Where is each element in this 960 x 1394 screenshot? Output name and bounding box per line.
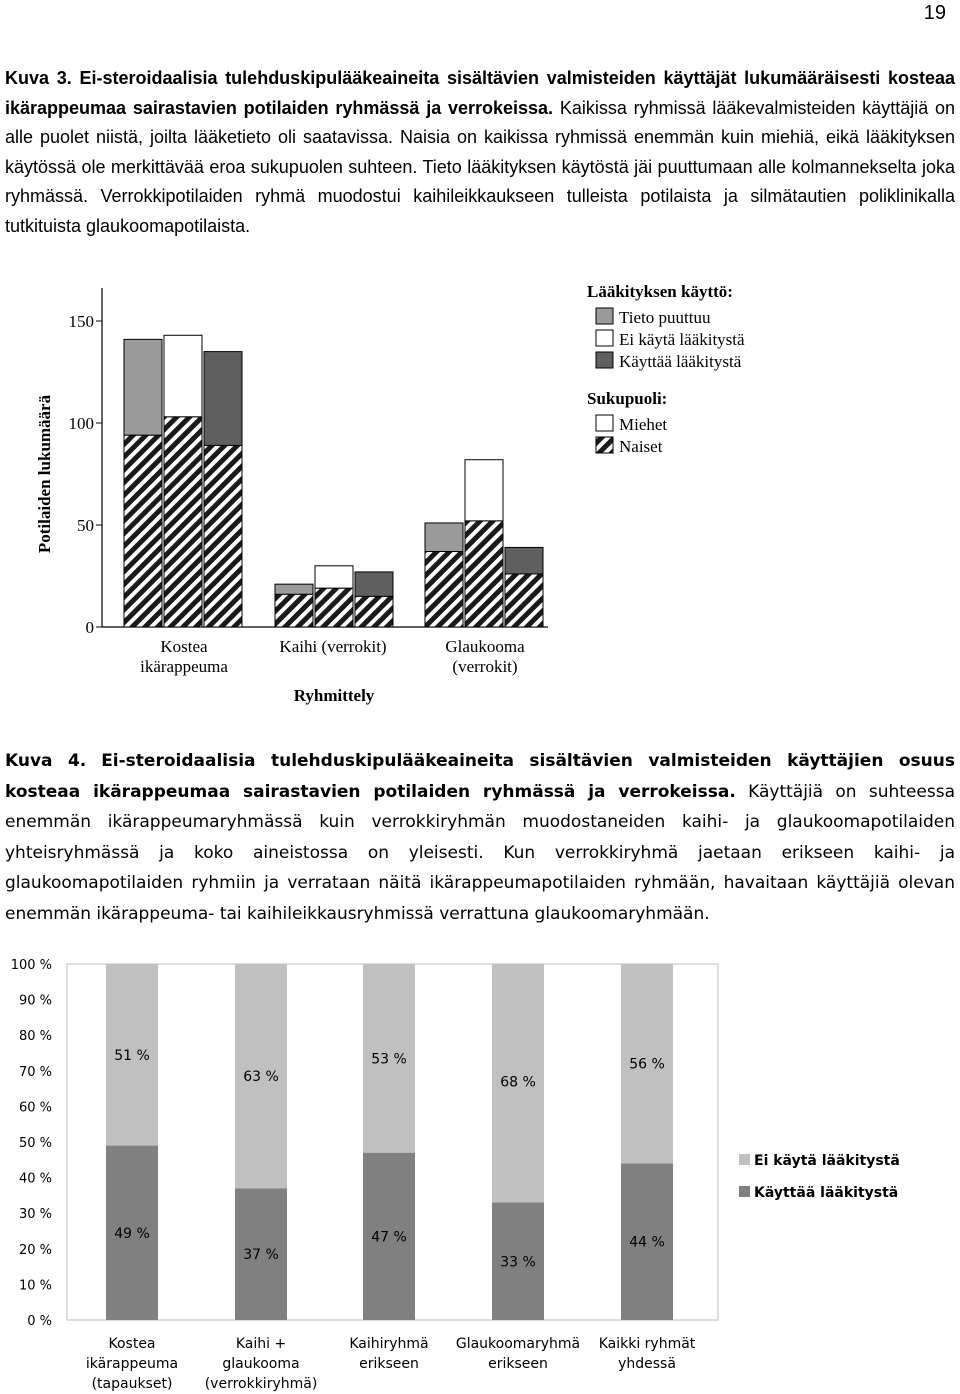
y-tick-label: 20 % [18,1242,52,1258]
bar-naiset-kaihi-verrokit-tieto-puuttuu [275,594,313,627]
figure-4-label: Kuva 4. [5,751,87,771]
bar-naiset-kostea-ikarappeuma-tieto-puuttuu [124,435,162,627]
legend-swatch-kayttaa-laakitysta [596,352,613,368]
y-tick-label: 50 % [18,1136,52,1151]
bar-miehet-kaihi-verrokit-kayttaa-laakitysta [355,572,393,596]
legend-swatch-naiset [596,437,613,453]
figure-4-title: Ei-steroidaalisia tulehduskipulääkeaineita sisältävien valmisteiden käyttäjien osuus kosteaa ikärappeumaa sairastavien potilaiden ryhmässä ja verrokeissa. [5,751,955,802]
legend-label-kayttaa-laakitysta: Käyttää lääkitystä [619,352,742,371]
x-category-label: glaukooma [222,1356,300,1372]
legend-swatch-ei-kayta-laakitysta [596,330,613,346]
legend-title-medication: Lääkityksen käyttö: [587,282,733,301]
data-label-kayttaa: 33 % [500,1254,536,1271]
legend-swatch-tieto-puuttuu [596,308,613,324]
legend-swatch-miehet [596,415,613,431]
x-category-label: Kaikki ryhmät [598,1336,696,1352]
figure-3-title: Ei-steroidaalisia tulehduskipulääkeaineita sisältävien valmisteiden käyttäjät lukumääräisesti kosteaa ikärappeumaa sairastavien potilaiden ryhmässä ja verrokeissa. [5,68,955,118]
legend-swatch-ei-kayta-laakitysta [739,1154,750,1165]
bar-miehet-kostea-ikarappeuma-tieto-puuttuu [124,339,162,435]
figure-3-caption [5,64,955,241]
y-tick-label: 30 % [18,1207,52,1223]
data-label-ei-kayta: 56 % [629,1056,665,1073]
data-label-ei-kayta: 63 % [243,1069,279,1086]
figure-4-caption [5,746,955,929]
legend-label-naiset: Naiset [619,437,663,456]
figure-4-chart [0,944,960,1394]
bar-miehet-kostea-ikarappeuma-ei-kayta-laakitysta [164,335,202,417]
x-category-label: Glaukooma [445,637,525,656]
bar-naiset-glaukooma-verrokit-ei-kayta-laakitysta [465,521,503,627]
bar-miehet-glaukooma-verrokit-kayttaa-laakitysta [505,547,543,574]
x-category-label: Kostea [108,1336,156,1352]
legend-label-ei-kayta-laakitysta: Ei käytä lääkitystä [619,330,745,349]
x-category-label: yhdessä [618,1356,676,1372]
bar-naiset-kostea-ikarappeuma-kayttaa-laakitysta [204,445,242,627]
legend-title-gender: Sukupuoli: [587,389,668,408]
x-category-label: Kaihi + [235,1336,287,1352]
figure-4-text: Käyttäjiä on suhteessa enemmän ikärappeumaryhmässä kuin verrokkiryhmän muodostaneiden kaihi- ja glaukoomapotilaiden yhteisryhmässä ja koko aineistossa on yleisesti. Kun verrokkiryhmä jaetaan erikseen kaihi- ja glaukoomapotilaiden ryhmiin ja verrataan näitä ikärappeumapotilaiden ryhmään, havaitaan käyttäjiä olevan enemmän ikärappeuma- tai kaihileikkausryhmissä verrattuna glaukoomaryhmään. [5,781,956,924]
legend-label-ei-kayta-laakitysta: Ei käytä lääkitystä [754,1153,900,1169]
y-tick-label: 90 % [18,993,52,1009]
bar-miehet-glaukooma-verrokit-tieto-puuttuu [425,523,463,552]
x-category-label: (verrokkiryhmä) [204,1376,318,1392]
data-label-kayttaa: 49 % [114,1225,150,1242]
legend-label-miehet: Miehet [619,415,668,434]
x-category-label: ikärappeuma [85,1356,179,1372]
y-tick-label: 150 [68,312,94,331]
bar-miehet-glaukooma-verrokit-ei-kayta-laakitysta [465,460,503,521]
bar-naiset-kaihi-verrokit-kayttaa-laakitysta [355,596,393,627]
y-tick-label: 60 % [18,1100,52,1116]
y-tick-label: 40 % [18,1171,52,1187]
figure-3-text: Kaikissa ryhmissä lääkevalmisteiden käyttäjiä on alle puolet niistä, joilta lääketieto oli saatavissa. Naisia on kaikissa ryhmissä enemmän kuin miehiä, eikä lääkityksen käytössä ole merkittävää eroa sukupuolen suhteen. Tieto lääkityksen käytöstä jäi puuttumaan alle kolmannekselta joka ryhmässä. Verrokkipotilaiden ryhmä muodostui kaihileikkaukseen tulleista potilaista ja silmätautien poliklinikalla tutkituista glaukoomapotilaista. [5,97,955,236]
data-label-kayttaa: 44 % [629,1234,665,1251]
y-tick-label: 0 [85,618,94,637]
x-category-label: (verrokit) [452,657,518,676]
legend-label-kayttaa-laakitysta: Käyttää lääkitystä [754,1185,899,1201]
y-tick-label: 10 % [18,1278,52,1294]
y-tick-label: 80 % [18,1029,52,1045]
bar-naiset-kostea-ikarappeuma-ei-kayta-laakitysta [164,417,202,627]
legend-swatch-kayttaa-laakitysta [739,1186,750,1197]
x-category-label: Kostea [160,637,208,656]
x-category-label: erikseen [359,1356,419,1372]
data-label-ei-kayta: 53 % [371,1051,407,1068]
figure-3-chart [0,272,960,712]
data-label-kayttaa: 47 % [371,1229,407,1246]
bar-naiset-kaihi-verrokit-ei-kayta-laakitysta [315,588,353,627]
data-label-ei-kayta: 51 % [114,1047,150,1064]
x-category-label: ikärappeuma [140,657,228,676]
bar-miehet-kostea-ikarappeuma-kayttaa-laakitysta [204,352,242,446]
data-label-kayttaa: 37 % [243,1247,279,1264]
y-tick-label: 0 % [27,1314,52,1329]
bar-miehet-kaihi-verrokit-ei-kayta-laakitysta [315,566,353,588]
figure-3-label: Kuva 3. [5,68,72,88]
y-tick-label: 50 [77,516,94,535]
y-tick-label: 100 [68,414,94,433]
data-label-ei-kayta: 68 % [500,1074,536,1091]
y-tick-label: 100 % [10,958,52,973]
x-axis-title: Ryhmittely [293,686,375,705]
x-category-label: Kaihi (verrokit) [279,637,387,656]
x-category-label: (tapaukset) [91,1376,173,1392]
y-axis-title: Potilaiden lukumäärä [35,394,54,554]
bar-naiset-glaukooma-verrokit-tieto-puuttuu [425,552,463,627]
bar-miehet-kaihi-verrokit-tieto-puuttuu [275,584,313,594]
legend-label-tieto-puuttuu: Tieto puuttuu [619,308,711,327]
x-category-label: Kaihiryhmä [349,1336,429,1352]
bar-naiset-glaukooma-verrokit-kayttaa-laakitysta [505,574,543,627]
y-tick-label: 70 % [18,1064,52,1080]
x-category-label: Glaukoomaryhmä [455,1336,581,1352]
page-number: 19 [923,2,946,24]
x-category-label: erikseen [488,1356,548,1372]
